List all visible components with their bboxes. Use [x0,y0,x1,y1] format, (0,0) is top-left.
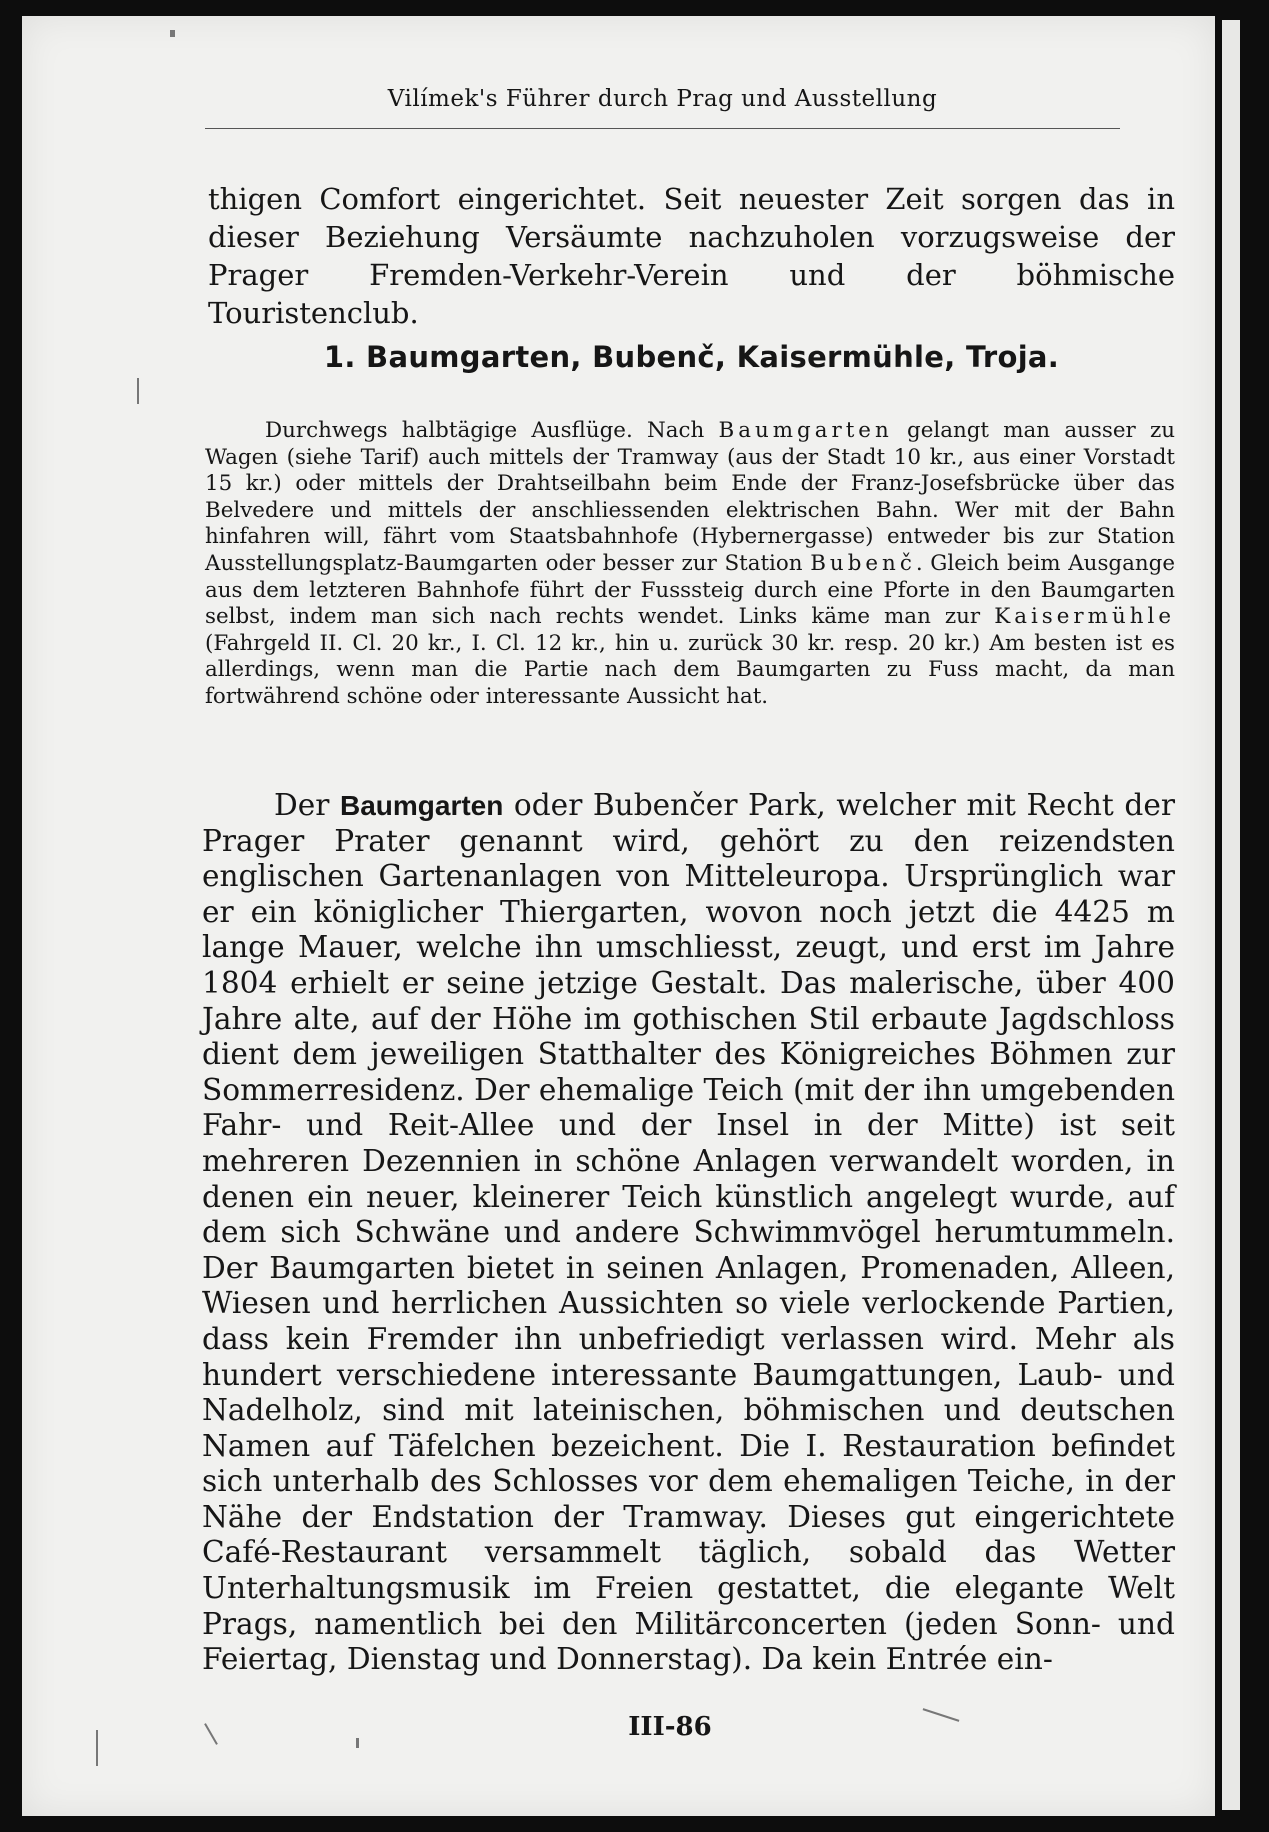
spaced-term: Baumgarten [718,418,893,443]
travel-notes-text: gelangt man ausser zu Wagen (siehe Tarif) auch mittels der Tramway (aus der Stadt 10 kr., aus einer Vorstadt 15 kr.) oder mittels der Drahtseilbahn beim Ende der Franz-Josefsbrücke über das Belvedere und mittels der anschliessenden elektrischen Bahn. Wer mit der Bahn hinfahren will, fährt vom Staatsbahnhofe (Hybernergasse) entweder bis zur Station Ausstellungsplatz-Baumgarten oder besser zur Station [205,418,1176,576]
travel-notes-text: (Fahrgeld II. Cl. 20 kr., I. Cl. 12 kr., hin u. zurück 30 kr. resp. 20 kr.) Am besten ist es allerdings, wenn man die Partie nach dem Baumgarten zu Fuss macht, da man fortwährend schöne oder interessante Aussicht hat. [205,630,1175,709]
travel-notes-paragraph [205,418,1175,711]
scan-speck [170,30,175,37]
intro-paragraph: thigen Comfort eingerichtet. Seit neuester Zeit sorgen das in dieser Beziehung Versäumte nachzuholen vorzugsweise der Prager Fremden-Verkehr-Verein und der böhmische Touristenclub. [208,182,1175,330]
main-body: oder Bubenčer Park, welcher mit Recht der Prager Prater genannt wird, gehört zu den reizendsten englischen Gartenanlagen von Mitteleuropa. Ursprünglich war er ein königlicher Thiergarten, wovon noch jetzt die 4425 m lange Mauer, welche ihn umschliesst, zeugt, und erst im Jahre 1804 erhielt er seine jetzige Gestalt. Das malerische, über 400 Jahre alte, auf der Höhe im gothischen Stil erbaute Jagdschloss dient dem jeweiligen Statthalter des Königreiches Böhmen zur Sommerresidenz. Der ehemalige Teich (mit der ihn umgebenden Fahr- und Reit-Allee und der Insel in der Mitte) ist seit mehreren Dezennien in schöne Anlagen verwandelt worden, in denen ein neuer, kleinerer Teich künstlich angelegt wurde, auf dem sich Schwäne und andere Schwimmvögel herumtummeln. Der Baumgarten bietet in seinen Anlagen, Promenaden, Alleen, Wiesen und herrlichen Aussichten so viele verlockende Partien, dass kein Fremder ihn unbefriedigt verlassen wird. Mehr als hundert verschiedene interessante Baumgattungen, Laub- und Nadelholz, sind mit lateinischen, böhmischen und deutschen Namen auf Täfelchen bezeichent. Die I. Restauration befindet sich unterhalb des Schlosses vor dem ehemaligen Teiche, in der Nähe der Endstation der Tramway. Dieses gut eingerichtete Café-Restaurant versammelt täglich, sobald das Wetter Unterhaltungsmusik im Freien gestattet, die elegante Welt Prags, namentlich bei den Militärconcerten (jeden Sonn- und Feiertag, Dienstag und Donnerstag). Da kein Entrée ein- [202,788,1175,1677]
travel-notes-text: . Gleich beim Ausgange aus dem letzteren Bahnhofe führt der Fusssteig durch eine Pforte in den Baumgarten selbst, indem man sich nach rechts wendet. Links käme man zur [205,550,1175,630]
page-number: III-86 [628,1712,712,1742]
scan-speck [137,378,139,404]
scan-speck [96,1730,98,1766]
spaced-term: Bubenč [810,550,916,576]
running-header: Vilímek's Führer durch Prag und Ausstellung [387,86,938,112]
scan-speck [356,1738,359,1748]
travel-notes-text: Durchwegs halbtägige Ausflüge. Nach [265,418,719,443]
adjacent-page-edge [1222,20,1240,1810]
main-paragraph [202,788,1175,1678]
spaced-term: Kaisermühle [994,604,1175,630]
bold-term: Baumgarten [339,790,504,821]
main-lead: Der [274,788,340,822]
section-heading: 1. Baumgarten, Bubenč, Kaisermühle, Troja. [323,340,1060,374]
header-divider [205,128,1120,129]
